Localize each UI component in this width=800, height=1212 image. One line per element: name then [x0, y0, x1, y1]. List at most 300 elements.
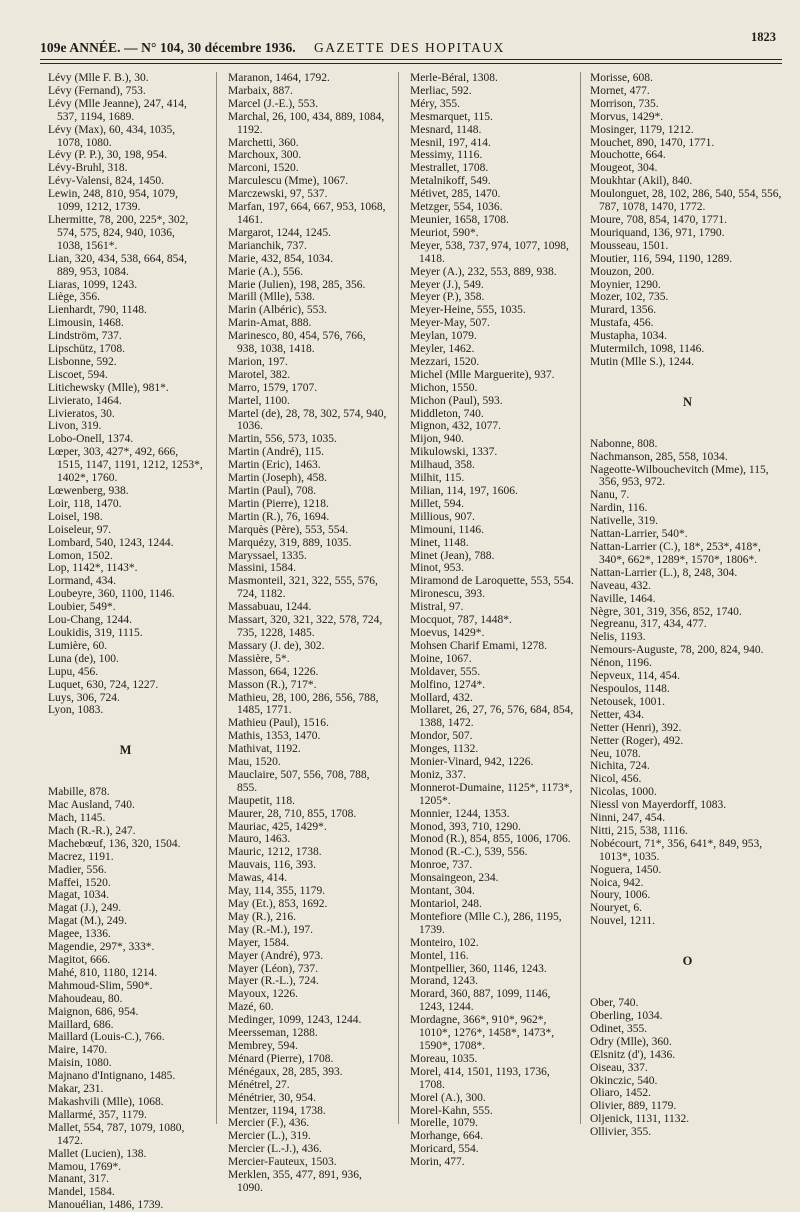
- index-entry: Ménétrier, 30, 954.: [228, 1091, 317, 1104]
- index-entry: Morelle, 1079.: [410, 1117, 479, 1130]
- index-entry: Mornet, 477.: [590, 84, 650, 97]
- index-entry: May (R.-M.), 197.: [228, 923, 313, 936]
- index-entry: Montariol, 248.: [410, 898, 482, 910]
- index-entry: Marchetti, 360.: [228, 136, 299, 149]
- index-entry: Mutermilch, 1098, 1146.: [590, 343, 705, 356]
- index-entry: Luys, 306, 724.: [48, 691, 120, 704]
- index-entry: Mouriquand, 136, 971, 1790.: [590, 226, 725, 239]
- index-entry: Michel (Mlle Marguerite), 937.: [410, 368, 555, 381]
- index-entry: Maire, 1470.: [48, 1044, 108, 1057]
- index-entry: Martin (André), 115.: [228, 446, 325, 459]
- index-entry: Oljenick, 1131, 1132.: [590, 1113, 690, 1126]
- index-entry: Meersseman, 1288.: [228, 1027, 318, 1040]
- index-entry: Loubier, 549*.: [48, 601, 116, 614]
- index-entry: Lewin, 248, 810, 954, 1079, 1099, 1212, 1739.: [48, 188, 179, 214]
- index-entry: Ménard (Pierre), 1708.: [228, 1052, 334, 1065]
- index-entry: Martin, 556, 573, 1035.: [228, 433, 337, 446]
- index-entry: Milian, 114, 197, 1606.: [410, 485, 518, 497]
- index-entry: Membrey, 594.: [228, 1039, 298, 1052]
- entries-m-continued: [228, 72, 388, 1195]
- index-entry: Magitot, 666.: [48, 954, 111, 966]
- index-entry: Miramond de Laroquette, 553, 554.: [410, 575, 574, 588]
- index-entry: Lipschütz, 1708.: [48, 343, 125, 356]
- index-entry: Mauro, 1463.: [228, 833, 291, 846]
- index-entry: Meylan, 1079.: [410, 330, 477, 343]
- index-entry: Mahmoud-Slim, 590*.: [48, 979, 153, 992]
- index-entry: Noica, 942.: [590, 876, 644, 889]
- index-entry: Nanu, 7.: [590, 489, 630, 502]
- index-entry: Nardin, 116.: [590, 502, 648, 515]
- index-entry: Merklen, 355, 477, 891, 936, 1090.: [228, 1169, 362, 1194]
- index-entry: Oiseau, 337.: [590, 1061, 648, 1074]
- index-entry: Mercier (F.), 436.: [228, 1117, 310, 1130]
- index-entry: Murard, 1356.: [590, 304, 657, 317]
- index-entry: Martin (R.), 76, 1694.: [228, 510, 330, 523]
- index-entry: Livieratos, 30.: [48, 407, 115, 420]
- index-entry: Marquézy, 319, 889, 1035.: [228, 536, 352, 549]
- index-entry: Marbaix, 887.: [228, 84, 293, 97]
- index-column-3: [410, 72, 575, 1169]
- index-entry: Marculescu (Mme), 1067.: [228, 175, 349, 188]
- index-entry: Mondor, 507.: [410, 730, 473, 743]
- index-entry: Nageotte-Wilbouchevitch (Mme), 115, 356, 953, 972.: [590, 463, 769, 489]
- index-entry: Moulonguet, 28, 102, 286, 540, 554, 556, 787, 1078, 1470, 1772.: [590, 188, 782, 214]
- index-entry: Lhermitte, 78, 200, 225*, 302, 574, 575, 824, 940, 1036, 1038, 1561*.: [48, 213, 189, 252]
- index-entry: Loukidis, 319, 1115.: [48, 626, 143, 639]
- index-entry: Mabille, 878.: [48, 786, 110, 799]
- index-entry: Livon, 319.: [48, 420, 102, 433]
- index-entry: Monroe, 737.: [410, 859, 473, 872]
- section-heading-n: N: [682, 394, 693, 409]
- index-entry: Moure, 708, 854, 1470, 1771.: [590, 213, 728, 226]
- index-entry: Lumière, 60.: [48, 639, 108, 652]
- index-entry: Makashvili (Mlle), 1068.: [48, 1095, 164, 1108]
- column-divider: [580, 72, 581, 1124]
- index-entry: Naveau, 432.: [590, 579, 651, 592]
- header-rule-thick: [40, 59, 782, 60]
- index-entry: Luquet, 630, 724, 1227.: [48, 678, 159, 691]
- index-entry: Milhit, 115.: [410, 472, 465, 485]
- index-entry: Mistral, 97.: [410, 601, 464, 614]
- index-entry: Marin (Albéric), 553.: [228, 304, 327, 317]
- entries-l: [48, 72, 203, 717]
- index-entry: Mahé, 810, 1180, 1214.: [48, 966, 158, 979]
- index-entry: Mentzer, 1194, 1738.: [228, 1104, 326, 1117]
- index-entry: Mercier-Fauteux, 1503.: [228, 1156, 337, 1169]
- index-entry: Mustapha, 1034.: [590, 330, 667, 343]
- index-entry: Ninni, 247, 454.: [590, 812, 666, 825]
- index-entry: Lienhardt, 790, 1148.: [48, 304, 147, 317]
- index-entry: Nitti, 215, 538, 1116.: [590, 824, 688, 837]
- index-entry: Mamou, 1769*.: [48, 1160, 122, 1173]
- index-entry: Livierato, 1464.: [48, 394, 122, 407]
- index-entry: Marie (Julien), 198, 285, 356.: [228, 278, 366, 291]
- index-entry: Marfan, 197, 664, 667, 953, 1068, 1461.: [228, 201, 386, 226]
- index-entry: Maillard, 686.: [48, 1018, 114, 1031]
- index-entry: Millious, 907.: [410, 510, 475, 523]
- index-entry: Mayer (R.-L.), 724.: [228, 975, 319, 988]
- index-entry: Moynier, 1290.: [590, 278, 661, 291]
- index-entry: Martel, 1100.: [228, 394, 290, 407]
- index-entry: Nepveux, 114, 454.: [590, 670, 680, 683]
- index-entry: Meyer (P.), 358.: [410, 291, 485, 304]
- index-entry: Mallarmé, 357, 1179.: [48, 1108, 147, 1121]
- index-entry: Milhaud, 358.: [410, 459, 475, 472]
- entries-m: [48, 786, 203, 1212]
- index-entry: Maillard (Louis-C.), 766.: [48, 1031, 165, 1044]
- index-entry: Lévy (Max), 60, 434, 1035, 1078, 1080.: [48, 123, 176, 149]
- index-entry: Maurer, 28, 710, 855, 1708.: [228, 807, 357, 820]
- index-entry: Monod (R.), 854, 855, 1006, 1706.: [410, 833, 571, 846]
- index-entry: Mathieu (Paul), 1516.: [228, 717, 329, 730]
- journal-title: GAZETTE DES HOPITAUX: [314, 40, 505, 55]
- index-entry: Mauriac, 425, 1429*.: [228, 820, 327, 833]
- index-entry: Mijon, 940.: [410, 433, 464, 446]
- index-entry: Martin (Joseph), 458.: [228, 472, 328, 485]
- index-entry: Montel, 116.: [410, 949, 469, 962]
- index-entry: Neu, 1078.: [590, 747, 641, 760]
- index-entry: Minot, 953.: [410, 562, 464, 575]
- index-entry: Morard, 360, 887, 1099, 1146, 1243, 1244.: [410, 988, 551, 1014]
- index-entry: Méry, 355.: [410, 97, 461, 110]
- index-column-1: [48, 72, 203, 1212]
- index-entry: Masson (R.), 717*.: [228, 678, 317, 691]
- index-entry: Olivier, 889, 1179.: [590, 1100, 677, 1113]
- index-entry: Marro, 1579, 1707.: [228, 381, 318, 394]
- index-entry: Michon (Paul), 593.: [410, 394, 503, 407]
- index-entry: Nelis, 1193.: [590, 631, 646, 644]
- index-entry: May (R.), 216.: [228, 910, 297, 923]
- index-entry: Morhange, 664.: [410, 1130, 484, 1143]
- index-entry: Nègre, 301, 319, 356, 852, 1740.: [590, 605, 742, 618]
- index-entry: Magendie, 297*, 333*.: [48, 941, 155, 954]
- index-entry: Nachmanson, 285, 558, 1034.: [590, 450, 728, 463]
- index-entry: Magat, 1034.: [48, 889, 110, 902]
- index-entry: Mandel, 1584.: [48, 1186, 115, 1199]
- index-entry: Marczewski, 97, 537.: [228, 188, 328, 201]
- index-entry: Netousek, 1001.: [590, 695, 666, 708]
- index-entry: Morrison, 735.: [590, 97, 659, 110]
- entries-o: [590, 997, 785, 1139]
- index-entry: Moricard, 554.: [410, 1143, 479, 1156]
- header-rule-thin: [40, 63, 782, 64]
- index-entry: Mezzari, 1520.: [410, 355, 480, 368]
- index-entry: Monteiro, 102.: [410, 936, 479, 949]
- index-entry: Nativelle, 319.: [590, 515, 659, 528]
- index-entry: Massière, 5*.: [228, 652, 290, 665]
- index-entry: Liaras, 1099, 1243.: [48, 278, 138, 291]
- index-entry: Marill (Mlle), 538.: [228, 291, 315, 304]
- index-entry: Marion, 197.: [228, 355, 288, 368]
- index-entry: Massabuau, 1244.: [228, 601, 312, 614]
- index-entry: Majnano d'Intignano, 1485.: [48, 1070, 176, 1083]
- index-entry: Mozer, 102, 735.: [590, 291, 669, 304]
- index-entry: Mousseau, 1501.: [590, 239, 669, 252]
- index-entry: Nespoulos, 1148.: [590, 682, 670, 695]
- index-entry: Mayoux, 1226.: [228, 988, 298, 1001]
- index-entry: Madier, 556.: [48, 863, 107, 876]
- index-entry: Maryssael, 1335.: [228, 549, 307, 562]
- index-entry: Martin (Pierre), 1218.: [228, 497, 329, 510]
- index-entry: Maisin, 1080.: [48, 1057, 112, 1070]
- index-entry: Naville, 1464.: [590, 592, 656, 605]
- index-entry: Liège, 356.: [48, 291, 101, 304]
- index-entry: Marianchik, 737.: [228, 239, 307, 252]
- index-entry: Monod (R.-C.), 539, 556.: [410, 846, 528, 859]
- index-entry: Meyer-May, 507.: [410, 317, 490, 330]
- index-entry: Lévy-Valensi, 824, 1450.: [48, 175, 164, 188]
- index-entry: Mignon, 432, 1077.: [410, 420, 502, 433]
- index-entry: Litichewsky (Mlle), 981*.: [48, 381, 169, 394]
- index-entry: Morvus, 1429*.: [590, 110, 664, 123]
- index-entry: Montant, 304.: [410, 885, 475, 898]
- index-entry: Nénon, 1196.: [590, 657, 652, 670]
- index-entry: Masson, 664, 1226.: [228, 665, 319, 678]
- index-entry: Mouchotte, 664.: [590, 149, 666, 162]
- index-entry: Messimy, 1116.: [410, 149, 483, 162]
- index-entry: Maignon, 686, 954.: [48, 1005, 139, 1018]
- index-entry: Metalnikoff, 549.: [410, 175, 491, 188]
- index-entry: Middleton, 740.: [410, 407, 484, 420]
- index-entry: Loir, 118, 1470.: [48, 497, 122, 510]
- index-entry: Mohsen Charif Emami, 1278.: [410, 639, 548, 652]
- index-entry: Mutin (Mlle S.), 1244.: [590, 355, 695, 368]
- page-number: 1823: [751, 30, 776, 44]
- index-entry: Mesnard, 1148.: [410, 123, 482, 136]
- index-entry: Maffei, 1520.: [48, 876, 111, 889]
- index-entry: Netter (Roger), 492.: [590, 734, 684, 747]
- index-entry: Marie, 432, 854, 1034.: [228, 252, 334, 265]
- index-entry: Netter (Henri), 392.: [590, 721, 682, 734]
- index-entry: Nattan-Larrier (C.), 18*, 253*, 418*, 340*, 662*, 1289*, 1570*, 1806*.: [590, 541, 761, 566]
- index-entry: Margarot, 1244, 1245.: [228, 226, 331, 239]
- section-heading-m: M: [119, 743, 132, 758]
- index-entry: Morin, 477.: [410, 1156, 465, 1169]
- index-entry: Molfino, 1274*.: [410, 678, 486, 691]
- index-entry: Marie (A.), 556.: [228, 265, 304, 278]
- index-entry: Meyer (J.), 549.: [410, 278, 484, 291]
- index-entry: Magat (J.), 249.: [48, 902, 122, 915]
- index-entry: Lœper, 303, 427*, 492, 666, 1515, 1147, 1191, 1212, 1253*, 1402*, 1760.: [48, 446, 203, 485]
- section-heading-o: O: [682, 954, 693, 969]
- index-entry: Marcel (J.-E.), 553.: [228, 97, 319, 110]
- index-entry: Lian, 320, 434, 538, 664, 854, 889, 953, 1084.: [48, 252, 187, 278]
- index-entry: Lop, 1142*, 1143*.: [48, 562, 138, 575]
- index-entry: Meyer (A.), 232, 553, 889, 938.: [410, 265, 557, 278]
- index-entry: Limousin, 1468.: [48, 317, 124, 330]
- index-entry: Mauric, 1212, 1738.: [228, 846, 322, 859]
- index-entry: Monier-Vinard, 942, 1226.: [410, 756, 534, 769]
- index-entry: Lévy (Mlle Jeanne), 247, 414, 537, 1194, 1689.: [48, 97, 187, 123]
- index-entry: Montefiore (Mlle C.), 286, 1195, 1739.: [410, 910, 562, 936]
- index-entry: Oliaro, 1452.: [590, 1087, 652, 1100]
- index-entry: Mollard, 432.: [410, 691, 473, 704]
- index-entry: Nicolas, 1000.: [590, 786, 657, 799]
- column-divider: [398, 72, 399, 1124]
- index-entry: Minet (Jean), 788.: [410, 549, 495, 562]
- index-entry: Lou-Chang, 1244.: [48, 614, 133, 627]
- index-entry: Noury, 1006.: [590, 889, 651, 902]
- index-entry: Oberling, 1034.: [590, 1010, 663, 1022]
- index-entry: Merliac, 592.: [410, 84, 472, 97]
- index-entry: Millet, 594.: [410, 497, 464, 510]
- index-entry: Marinesco, 80, 454, 576, 766, 938, 1038, 1418.: [228, 330, 366, 356]
- index-entry: Moukhtar (Akil), 840.: [590, 175, 693, 188]
- index-entry: Nicol, 456.: [590, 773, 642, 786]
- index-entry: Monsaingeon, 234.: [410, 872, 499, 885]
- index-entry: Mercier (L.-J.), 436.: [228, 1143, 322, 1156]
- index-entry: Lévy-Bruhl, 318.: [48, 162, 128, 175]
- index-entry: Ménétrel, 27.: [228, 1078, 290, 1091]
- index-entry: Mathieu, 28, 100, 286, 556, 788, 1485, 1771.: [228, 691, 379, 717]
- index-entry: Œlsnitz (d'), 1436.: [590, 1048, 676, 1061]
- index-entry: Massini, 1584.: [228, 562, 297, 575]
- index-entry: Moevus, 1429*.: [410, 626, 485, 639]
- index-entry: Medinger, 1099, 1243, 1244.: [228, 1014, 362, 1027]
- index-entry: Nobécourt, 71*, 356, 641*, 849, 953, 1013*, 1035.: [590, 837, 763, 863]
- index-entry: Mathivat, 1192.: [228, 743, 301, 756]
- index-entry: Morel (A.), 300.: [410, 1091, 486, 1104]
- index-entry: Nemours-Auguste, 78, 200, 824, 940.: [590, 644, 764, 657]
- index-entry: Mac Ausland, 740.: [48, 799, 135, 812]
- index-entry: Mikulowski, 1337.: [410, 446, 498, 459]
- index-entry: Maupetit, 118.: [228, 794, 295, 807]
- index-entry: Martin (Eric), 1463.: [228, 459, 321, 472]
- index-entry: Monod, 393, 710, 1290.: [410, 820, 521, 833]
- index-entry: Ménégaux, 28, 285, 393.: [228, 1065, 343, 1078]
- index-entry: Mach (R.-R.), 247.: [48, 824, 136, 837]
- index-entry: Metzger, 554, 1036.: [410, 201, 503, 214]
- index-entry: Lœwenberg, 938.: [48, 485, 129, 497]
- index-entry: Mougeot, 304.: [590, 162, 658, 175]
- index-entry: Moutier, 116, 594, 1190, 1289.: [590, 252, 733, 265]
- index-entry: Mau, 1520.: [228, 756, 281, 769]
- index-entry: May, 114, 355, 1179.: [228, 885, 326, 898]
- index-entry: Lomon, 1502.: [48, 549, 113, 562]
- index-entry: Okinczic, 540.: [590, 1074, 658, 1087]
- index-entry: Mesmarquet, 115.: [410, 110, 493, 123]
- index-entry: Manant, 317.: [48, 1173, 110, 1186]
- index-entry: Meyler, 1462.: [410, 343, 475, 356]
- index-entry: Mauvais, 116, 393.: [228, 859, 317, 872]
- index-entry: Ollivier, 355.: [590, 1126, 652, 1139]
- index-entry: Mallet (Lucien), 138.: [48, 1147, 147, 1160]
- index-entry: Mouzon, 200.: [590, 265, 655, 278]
- index-entry: Mauclaire, 507, 556, 708, 788, 855.: [228, 768, 370, 794]
- index-entry: Massart, 320, 321, 322, 578, 724, 735, 1228, 1485.: [228, 614, 383, 639]
- index-entry: Loubeyre, 360, 1100, 1146.: [48, 588, 175, 601]
- index-entry: Niessl von Mayerdorff, 1083.: [590, 799, 727, 812]
- index-entry: Lévy (Mlle F. B.), 30.: [48, 72, 149, 84]
- index-entry: Nouryet, 6.: [590, 902, 643, 915]
- index-entry: Noguera, 1450.: [590, 863, 662, 876]
- index-entry: Liscoet, 594.: [48, 368, 108, 381]
- index-entry: Mocquot, 787, 1448*.: [410, 614, 512, 627]
- index-entry: Meyer, 538, 737, 974, 1077, 1098, 1418.: [410, 239, 569, 265]
- index-entry: Masmonteil, 321, 322, 555, 576, 724, 1182.: [228, 575, 378, 601]
- index-entry: Manouélian, 1486, 1739.: [48, 1199, 164, 1212]
- index-entry: Nouvel, 1211.: [590, 915, 656, 928]
- index-entry: Morel, 414, 1501, 1193, 1736, 1708.: [410, 1065, 550, 1091]
- index-entry: Nattan-Larrier, 540*.: [590, 528, 688, 541]
- index-entry: Netter, 434.: [590, 708, 645, 721]
- index-entry: Mahoudeau, 80.: [48, 992, 123, 1005]
- index-entry: Magee, 1336.: [48, 928, 111, 941]
- index-entry: Nabonne, 808.: [590, 437, 658, 450]
- index-entry: May (Et.), 853, 1692.: [228, 898, 328, 910]
- index-entry: Meyer-Heine, 555, 1035.: [410, 304, 526, 317]
- index-entry: Lormand, 434.: [48, 575, 117, 588]
- index-entry: Lindström, 737.: [48, 330, 122, 343]
- entries-m-continued-2: [410, 72, 575, 1169]
- index-column-2: [228, 72, 388, 1194]
- index-entry: Mollaret, 26, 27, 76, 576, 684, 854, 1388, 1472.: [410, 704, 574, 730]
- index-entry: Loisel, 198.: [48, 510, 103, 523]
- index-entry: Mironescu, 393.: [410, 588, 486, 601]
- index-entry: Nichita, 724.: [590, 760, 650, 773]
- index-entry: Mordagne, 366*, 910*, 962*, 1010*, 1276*, 1458*, 1473*, 1590*, 1708*.: [410, 1014, 555, 1052]
- entries-m-end: [590, 72, 785, 369]
- index-entry: Mimouni, 1146.: [410, 523, 485, 536]
- index-entry: Morand, 1243.: [410, 975, 479, 988]
- column-divider: [216, 72, 217, 1124]
- index-entry: Mustafa, 456.: [590, 317, 654, 330]
- index-entry: Mayer (André), 973.: [228, 949, 324, 962]
- index-entry: Mawas, 414.: [228, 872, 288, 885]
- index-entry: Martel (de), 28, 78, 302, 574, 940, 1036.: [228, 407, 387, 433]
- index-entry: Lupu, 456.: [48, 665, 99, 678]
- index-entry: Marquès (Père), 553, 554.: [228, 523, 349, 536]
- index-entry: Montpellier, 360, 1146, 1243.: [410, 962, 547, 975]
- index-entry: Minet, 1148.: [410, 536, 469, 549]
- index-entry: Makar, 231.: [48, 1083, 104, 1096]
- index-entry: Marotel, 382.: [228, 368, 291, 381]
- index-entry: Michon, 1550.: [410, 381, 478, 394]
- index-entry: Maranon, 1464, 1792.: [228, 72, 330, 84]
- index-entry: Luna (de), 100.: [48, 652, 119, 665]
- index-entry: Moniz, 337.: [410, 768, 466, 781]
- index-entry: Meunier, 1658, 1708.: [410, 213, 509, 226]
- issue-line: 109e ANNÉE. — N° 104, 30 décembre 1936.: [40, 40, 296, 55]
- index-entry: Mayer, 1584.: [228, 936, 290, 949]
- entries-n: [590, 438, 785, 928]
- index-entry: Massary (J. de), 302.: [228, 639, 325, 652]
- index-entry: Moine, 1067.: [410, 652, 472, 665]
- index-entry: Marconi, 1520.: [228, 162, 299, 175]
- index-entry: Marchal, 26, 100, 434, 889, 1084, 1192.: [228, 110, 385, 136]
- index-entry: Morisse, 608.: [590, 72, 653, 84]
- index-entry: Mallet, 554, 787, 1079, 1080, 1472.: [48, 1121, 185, 1147]
- index-entry: Mosinger, 1179, 1212.: [590, 123, 694, 136]
- index-entry: Odinet, 355.: [590, 1022, 648, 1035]
- index-entry: Moldaver, 555.: [410, 665, 481, 678]
- index-entry: Lévy (P. P.), 30, 198, 954.: [48, 149, 168, 162]
- index-entry: Lobo-Onell, 1374.: [48, 433, 134, 446]
- index-entry: Meuriot, 590*.: [410, 226, 479, 239]
- index-entry: Mach, 1145.: [48, 812, 106, 825]
- index-entry: Mercier (L.), 319.: [228, 1130, 311, 1143]
- index-entry: Nattan-Larrier (L.), 8, 248, 304.: [590, 566, 738, 579]
- index-entry: Loiseleur, 97.: [48, 523, 112, 536]
- index-entry: Machebœuf, 136, 320, 1504.: [48, 837, 181, 850]
- index-entry: Lisbonne, 592.: [48, 355, 117, 368]
- index-entry: Mestrallet, 1708.: [410, 162, 489, 175]
- index-entry: Mayer (Léon), 737.: [228, 962, 319, 975]
- index-entry: Merle-Béral, 1308.: [410, 72, 498, 84]
- index-entry: Morel-Kahn, 555.: [410, 1104, 493, 1117]
- index-entry: Marin-Amat, 888.: [228, 317, 312, 330]
- index-entry: Monges, 1132.: [410, 743, 479, 756]
